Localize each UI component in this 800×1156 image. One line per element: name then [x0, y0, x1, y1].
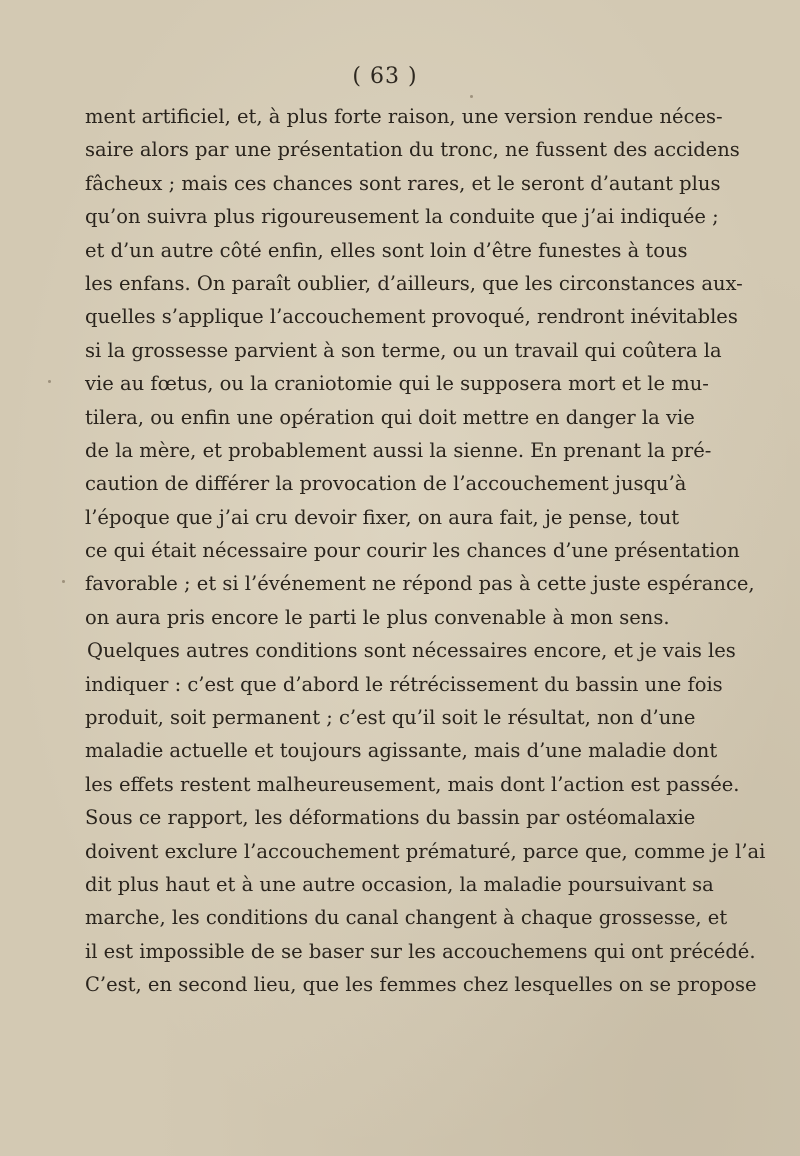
text-line: quelles s’applique l’accouchement provoqué, rendront inévitables — [85, 305, 738, 329]
text-line: ce qui était nécessaire pour courir les chances d’une présentation — [85, 539, 740, 563]
text-line: favorable ; et si l’événement ne répond pas à cette juste espérance, — [85, 572, 755, 596]
paper-speck — [48, 380, 51, 383]
page-number: ( 63 ) — [352, 64, 418, 89]
paper-speck — [62, 580, 65, 583]
paragraph-2 — [85, 634, 766, 1001]
text-line: les enfans. On paraît oublier, d’ailleurs, que les circonstances aux- — [85, 271, 743, 295]
text-line: ment artificiel, et, à plus forte raison, une version rendue néces- — [85, 105, 723, 128]
text-line: Quelques autres conditions sont nécessaires encore, et je vais les — [87, 639, 736, 663]
text-line: fâcheux ; mais ces chances sont rares, et le seront d’autant plus — [85, 171, 721, 195]
text-line: qu’on suivra plus rigoureusement la conduite que j’ai indiquée ; — [85, 205, 719, 229]
text-line: tilera, ou enfin une opération qui doit mettre en danger la vie — [85, 405, 695, 429]
text-line: indiquer : c’est que d’abord le rétrécissement du bassin une fois — [85, 672, 723, 696]
text-line: si la grossesse parvient à son terme, ou un travail qui coûtera la — [85, 338, 722, 362]
text-line: caution de différer la provocation de l’accouchement jusqu’à — [85, 472, 687, 496]
text-line: vie au fœtus, ou la craniotomie qui le supposera mort et le mu- — [85, 372, 709, 396]
paragraph-1 — [85, 100, 755, 634]
text-line: produit, soit permanent ; c’est qu’il soit le résultat, non d’une — [85, 706, 696, 730]
text-line: les effets restent malheureusement, mais dont l’action est passée. — [85, 772, 740, 796]
text-line: maladie actuelle et toujours agissante, mais d’une maladie dont — [85, 739, 718, 763]
text-line: marche, les conditions du canal changent à chaque grossesse, et — [85, 906, 728, 930]
text-line: doivent exclure l’accouchement prématuré, parce que, comme je l’ai — [85, 839, 766, 863]
paper-speck — [470, 95, 473, 98]
body-text — [85, 100, 766, 1002]
text-line: de la mère, et probablement aussi la sienne. En prenant la pré- — [85, 438, 712, 462]
text-line: saire alors par une présentation du tronc, ne fussent des accidens — [85, 138, 740, 162]
paper-speck — [680, 380, 683, 383]
text-line: dit plus haut et à une autre occasion, la maladie poursuivant sa — [85, 872, 714, 896]
text-line: et d’un autre côté enfin, elles sont loin d’être funestes à tous — [85, 238, 688, 262]
text-line: on aura pris encore le parti le plus convenable à mon sens. — [85, 605, 670, 629]
text-line: C’est, en second lieu, que les femmes chez lesquelles on se propose — [85, 973, 757, 997]
text-line: Sous ce rapport, les déformations du bassin par ostéomalaxie — [85, 806, 696, 830]
text-line: il est impossible de se baser sur les accouchemens qui ont précédé. — [85, 939, 756, 963]
text-line: l’époque que j’ai cru devoir fixer, on aura fait, je pense, tout — [85, 505, 680, 529]
paper-speck — [680, 248, 683, 251]
